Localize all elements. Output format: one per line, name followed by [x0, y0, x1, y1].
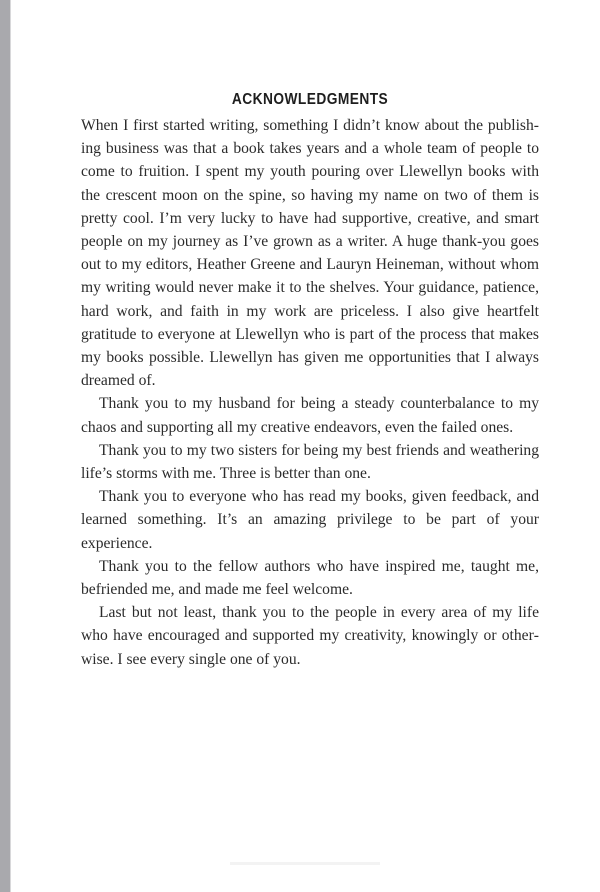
faint-footer-mark	[230, 862, 380, 865]
paragraph-intro: When I first started writing, something I didn’t know about the publishing business was that a book takes years and a whole team of people to come to fruition. I spent my youth pouring over Llewellyn books with the crescent moon on the spine, so having my name on two of them is pretty cool. I’m very lucky to have had supportive, creative, and smart people on my journey as I’ve grown as a writer. A huge thank-you goes out to my editors, Heather Greene and Lauryn Heineman, without whom my writing would never make it to the shelves. Your guidance, patience, hard work, and faith in my work are priceless. I also give heartfelt gratitude to everyone at Llewellyn who is part of the process that makes my books possible. Llewellyn has given me opportunities that I always dreamed of.	[81, 117, 539, 390]
page-spine-edge	[10, 0, 11, 892]
page-title: ACKNOWLEDGMENTS	[231, 91, 389, 108]
paragraph-sisters: Thank you to my two sisters for being my best friends and weathering life’s storms with me. Three is better than one.	[81, 441, 539, 483]
paragraph-closing: Last but not least, thank you to the people in every area of my life who have encouraged and supported my creativity, knowingly or otherwise. I see every single one of you.	[81, 604, 539, 668]
paragraph-husband: Thank you to my husband for being a steady counterbalance to my chaos and supporting all my creative endeavors, even the failed ones.	[81, 395, 539, 436]
paragraph-authors: Thank you to the fellow authors who have inspired me, taught me, befriended me, and made me feel welcome.	[81, 557, 539, 599]
paragraph-readers: Thank you to everyone who has read my books, given feedback, and learned something. It’s an amazing privilege to be part of your experience.	[81, 488, 539, 552]
book-page	[81, 91, 539, 671]
page-spine-strip	[0, 0, 10, 892]
